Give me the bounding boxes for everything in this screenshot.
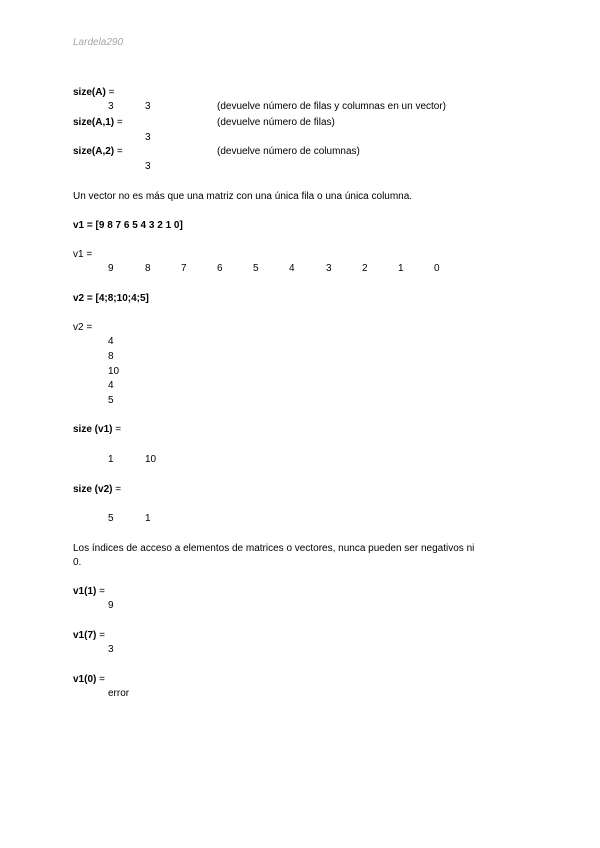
size-a-comment: (devuelve número de filas y columnas en un vector) bbox=[217, 101, 447, 112]
v2-value: 8 bbox=[108, 351, 114, 362]
size-a2-equals: = bbox=[114, 146, 123, 157]
size-v2-equals: = bbox=[112, 484, 122, 495]
v1-value: 9 bbox=[108, 263, 114, 274]
v1-value: 3 bbox=[326, 263, 332, 274]
v1-value: 2 bbox=[362, 263, 368, 274]
size-a1-line bbox=[73, 117, 123, 129]
v1-definition: v1 = [9 8 7 6 5 4 3 2 1 0] bbox=[73, 220, 183, 231]
v1-0-line bbox=[73, 674, 105, 686]
v1-1-equals: = bbox=[96, 586, 105, 597]
v1-value: 7 bbox=[181, 263, 187, 274]
page-header: Lardela290 bbox=[73, 37, 124, 48]
size-a1-command: size(A,1) bbox=[73, 117, 115, 128]
size-a-value-2: 3 bbox=[145, 101, 151, 112]
v1-1-value: 9 bbox=[108, 600, 114, 611]
size-v1-line bbox=[73, 424, 121, 436]
v1-value: 8 bbox=[145, 263, 151, 274]
v1-0-value: error bbox=[108, 688, 130, 699]
vector-note: Un vector no es más que una matriz con una única fila o una única columna. bbox=[73, 191, 413, 202]
index-note-line-1: Los índices de acceso a elementos de matrices o vectores, nunca pueden ser negativos ni bbox=[73, 543, 475, 554]
v1-value: 5 bbox=[253, 263, 259, 274]
v1-7-command: v1(7) bbox=[73, 630, 97, 641]
size-v2-command: size (v2) bbox=[73, 484, 113, 495]
size-a1-value: 3 bbox=[145, 132, 151, 143]
v1-1-line bbox=[73, 586, 105, 598]
index-note-line-2: 0. bbox=[73, 557, 82, 568]
size-a2-line bbox=[73, 146, 123, 158]
size-a2-value: 3 bbox=[145, 161, 151, 172]
v1-value: 6 bbox=[217, 263, 223, 274]
size-v1-command: size (v1) bbox=[73, 424, 113, 435]
v1-value: 1 bbox=[398, 263, 404, 274]
v2-value: 4 bbox=[108, 336, 114, 347]
v1-0-equals: = bbox=[96, 674, 105, 685]
v1-7-line bbox=[73, 630, 105, 642]
v2-value: 4 bbox=[108, 380, 114, 391]
size-a1-comment: (devuelve número de filas) bbox=[217, 117, 335, 128]
v2-value: 5 bbox=[108, 395, 114, 406]
v1-7-equals: = bbox=[96, 630, 105, 641]
size-v2-value-1: 5 bbox=[108, 513, 114, 524]
v2-value: 10 bbox=[108, 366, 120, 377]
size-a1-equals: = bbox=[114, 117, 123, 128]
v1-value: 4 bbox=[289, 263, 295, 274]
v1-0-command: v1(0) bbox=[73, 674, 97, 685]
size-v1-value-2: 10 bbox=[145, 454, 157, 465]
size-v2-line bbox=[73, 484, 121, 496]
v2-output-label: v2 = bbox=[73, 322, 93, 333]
size-a-command: size(A) bbox=[73, 87, 106, 98]
size-a-equals: = bbox=[105, 87, 115, 98]
size-a2-comment: (devuelve número de columnas) bbox=[217, 146, 360, 157]
v2-definition: v2 = [4;8;10;4;5] bbox=[73, 293, 149, 304]
v1-output-label: v1 = bbox=[73, 249, 93, 260]
v1-1-command: v1(1) bbox=[73, 586, 97, 597]
size-v2-value-2: 1 bbox=[145, 513, 151, 524]
size-a-line bbox=[73, 87, 114, 99]
size-v1-equals: = bbox=[112, 424, 122, 435]
v1-value: 0 bbox=[434, 263, 440, 274]
size-a-value-1: 3 bbox=[108, 101, 114, 112]
v1-7-value: 3 bbox=[108, 644, 114, 655]
size-a2-command: size(A,2) bbox=[73, 146, 115, 157]
size-v1-value-1: 1 bbox=[108, 454, 114, 465]
